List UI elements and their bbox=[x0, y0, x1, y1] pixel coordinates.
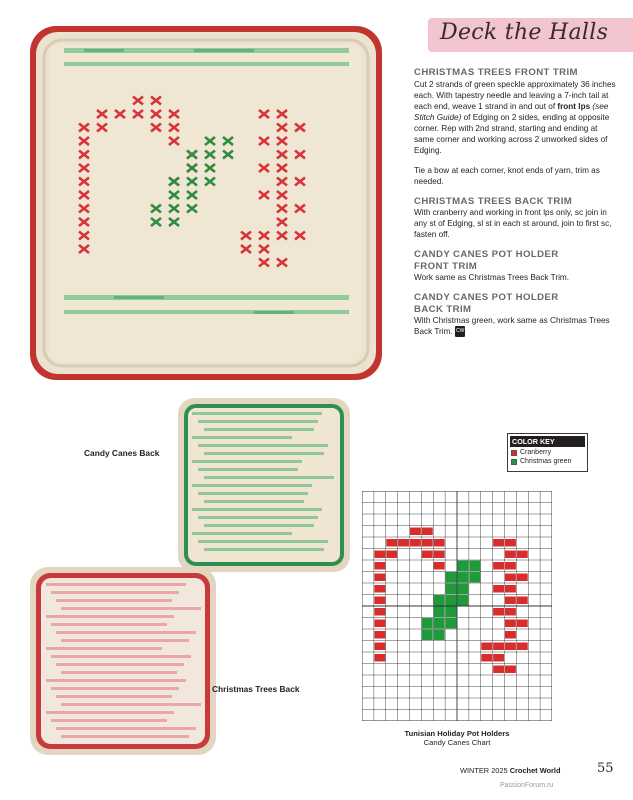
chart-cell-cranberry bbox=[493, 539, 504, 547]
chart-caption-title: Tunisian Holiday Pot Holders bbox=[404, 729, 510, 738]
speckle-band bbox=[51, 687, 179, 690]
green-swatch bbox=[511, 459, 517, 465]
instructions-column bbox=[414, 67, 618, 346]
speckle-band bbox=[46, 711, 174, 714]
chart-cell-green bbox=[469, 572, 480, 583]
color-key-item: Christmas green bbox=[511, 458, 584, 466]
paragraph: With cranberry and working in front lps only, sc join in any st of Edging, sl st in each st around, join to first sc, fasten off. bbox=[414, 208, 612, 239]
candy-canes-front-photo bbox=[24, 20, 388, 386]
chart-cell-cranberry bbox=[374, 585, 385, 593]
speckle-band bbox=[46, 679, 186, 682]
chart-cell-cranberry bbox=[493, 666, 504, 674]
chart-cell-green bbox=[422, 630, 433, 641]
chart-cell-cranberry bbox=[374, 608, 385, 616]
candy-canes-back-photo bbox=[176, 396, 352, 574]
chart-cell-cranberry bbox=[481, 643, 492, 651]
chart-cell-cranberry bbox=[505, 620, 516, 628]
chart-cell-cranberry bbox=[505, 539, 516, 547]
chart-cell-cranberry bbox=[493, 562, 504, 570]
speckle-band bbox=[204, 524, 314, 527]
speckle-band bbox=[198, 420, 318, 423]
speckle-band bbox=[198, 444, 328, 447]
speckle-band bbox=[61, 639, 189, 642]
chart-cell-green bbox=[434, 630, 445, 641]
chart-cell-cranberry bbox=[374, 620, 385, 628]
chart-cell-cranberry bbox=[374, 551, 385, 559]
chart-cell-cranberry bbox=[410, 528, 421, 536]
watermark: PassionForum.ru bbox=[500, 782, 554, 789]
chart-cell-cranberry bbox=[374, 597, 385, 605]
chart-cell-green bbox=[458, 595, 469, 606]
speckle-band bbox=[61, 671, 177, 674]
cranberry-swatch bbox=[511, 450, 517, 456]
speckle-band bbox=[198, 516, 318, 519]
chart-caption-subtitle: Candy Canes Chart bbox=[423, 738, 491, 747]
section-heading: CANDY CANES POT HOLDER FRONT TRIM bbox=[414, 249, 559, 272]
chart-cell-cranberry bbox=[434, 539, 445, 547]
speckle-band bbox=[46, 647, 162, 650]
speckle-band bbox=[192, 412, 322, 415]
chart-cell-green bbox=[434, 595, 445, 606]
speckle-band bbox=[61, 607, 201, 610]
speckle-band bbox=[56, 663, 184, 666]
speckle-band bbox=[192, 508, 322, 511]
chart-cell-green bbox=[469, 561, 480, 572]
chart-cell-cranberry bbox=[422, 539, 433, 547]
chart-cell-cranberry bbox=[374, 643, 385, 651]
speckle-band bbox=[56, 631, 196, 634]
chart-cell-cranberry bbox=[481, 654, 492, 662]
chart-cell-green bbox=[446, 572, 457, 583]
speckle-band bbox=[56, 727, 196, 730]
caption-candy-canes-back: Candy Canes Back bbox=[84, 448, 160, 458]
banner-title: Deck the Halls bbox=[440, 20, 609, 45]
chart-cell-cranberry bbox=[493, 585, 504, 593]
christmas-trees-back-photo bbox=[28, 565, 218, 757]
paragraph: Cut 2 strands of green speckle approximately 36 inches each. With tapestry needle and leaving a 7-inch tail at each end, weave 1 strand in and out of front lps (see Stitch Guide) of Edging on 2 sides, ending at opposite corner. Rep with 2nd strand, starting and ending at same corner and working across 2 unworked sides of Edging. bbox=[414, 79, 616, 155]
chart-cell-cranberry bbox=[374, 574, 385, 582]
chart-cell-cranberry bbox=[505, 574, 516, 582]
speckle-band bbox=[61, 735, 189, 738]
chart-cell-cranberry bbox=[434, 562, 445, 570]
speckle-band bbox=[51, 655, 191, 658]
chart-cell-green bbox=[422, 618, 433, 629]
chart-cell-cranberry bbox=[505, 597, 516, 605]
chart-cell-cranberry bbox=[517, 574, 528, 582]
chart-cell-cranberry bbox=[493, 608, 504, 616]
speckle-band bbox=[56, 599, 172, 602]
chart-cell-green bbox=[458, 572, 469, 583]
chart-cell-green bbox=[458, 584, 469, 595]
paragraph: Tie a bow at each corner, knot ends of yarn, trim as needed. bbox=[414, 165, 600, 186]
chart-cell-cranberry bbox=[374, 562, 385, 570]
caption-christmas-trees-back: Christmas Trees Back bbox=[212, 684, 300, 694]
candy-canes-chart bbox=[362, 491, 552, 721]
speckle-band bbox=[204, 428, 314, 431]
speckle-band bbox=[204, 548, 324, 551]
paragraph: Work same as Christmas Trees Back Trim. bbox=[414, 273, 569, 282]
color-key bbox=[507, 433, 588, 472]
paragraph: With Christmas green, work same as Christmas Trees Back Trim. CW bbox=[414, 316, 610, 336]
color-key-item: Cranberry bbox=[511, 449, 584, 457]
page-footer: WINTER 2025 Crochet World bbox=[460, 766, 561, 775]
chart-cell-cranberry bbox=[386, 551, 397, 559]
chart-cell-cranberry bbox=[374, 631, 385, 639]
chart-cell-cranberry bbox=[505, 666, 516, 674]
chart-cell-cranberry bbox=[434, 551, 445, 559]
speckle-band bbox=[61, 703, 201, 706]
section-heading: CANDY CANES POT HOLDER BACK TRIM bbox=[414, 292, 559, 315]
chart-cell-cranberry bbox=[422, 551, 433, 559]
section-heading: CHRISTMAS TREES BACK TRIM bbox=[414, 195, 573, 207]
chart-cell-cranberry bbox=[493, 643, 504, 651]
speckle-band bbox=[56, 695, 172, 698]
chart-cell-cranberry bbox=[398, 539, 409, 547]
speckle-band bbox=[51, 591, 179, 594]
chart-cell-cranberry bbox=[505, 643, 516, 651]
section-heading: CHRISTMAS TREES FRONT TRIM bbox=[414, 67, 578, 78]
chart-cell-green bbox=[458, 561, 469, 572]
chart-cell-green bbox=[446, 618, 457, 629]
speckle-band bbox=[51, 719, 167, 722]
chart-cell-cranberry bbox=[505, 608, 516, 616]
speckle-band bbox=[204, 476, 334, 479]
speckle-band bbox=[192, 436, 292, 439]
chart-cell-cranberry bbox=[517, 551, 528, 559]
chart-cell-cranberry bbox=[410, 539, 421, 547]
speckle-band bbox=[204, 452, 324, 455]
chart-cell-cranberry bbox=[517, 620, 528, 628]
chart-cell-cranberry bbox=[374, 654, 385, 662]
end-mark-icon: CW bbox=[455, 326, 465, 337]
speckle-band bbox=[46, 615, 174, 618]
chart-cell-cranberry bbox=[517, 643, 528, 651]
speckle-band bbox=[192, 532, 292, 535]
chart-cell-cranberry bbox=[505, 551, 516, 559]
chart-cell-green bbox=[446, 584, 457, 595]
chart-cell-green bbox=[446, 607, 457, 618]
chart-cell-cranberry bbox=[493, 654, 504, 662]
chart-cell-cranberry bbox=[422, 528, 433, 536]
speckle-band bbox=[204, 500, 304, 503]
chart-cell-cranberry bbox=[505, 631, 516, 639]
chart-cell-cranberry bbox=[505, 562, 516, 570]
speckle-band bbox=[198, 468, 298, 471]
speckle-band bbox=[46, 583, 186, 586]
color-key-title: COLOR KEY bbox=[510, 436, 585, 447]
chart-cell-green bbox=[446, 595, 457, 606]
chart-cell-green bbox=[434, 607, 445, 618]
page-number: 55 bbox=[597, 761, 614, 776]
speckle-band bbox=[51, 623, 167, 626]
chart-cell-cranberry bbox=[386, 539, 397, 547]
speckle-band bbox=[192, 484, 312, 487]
speckle-band bbox=[198, 540, 328, 543]
chart-cell-cranberry bbox=[517, 597, 528, 605]
chart-cell-green bbox=[434, 618, 445, 629]
chart-cell-cranberry bbox=[505, 585, 516, 593]
speckle-band bbox=[198, 492, 308, 495]
speckle-band bbox=[192, 460, 302, 463]
